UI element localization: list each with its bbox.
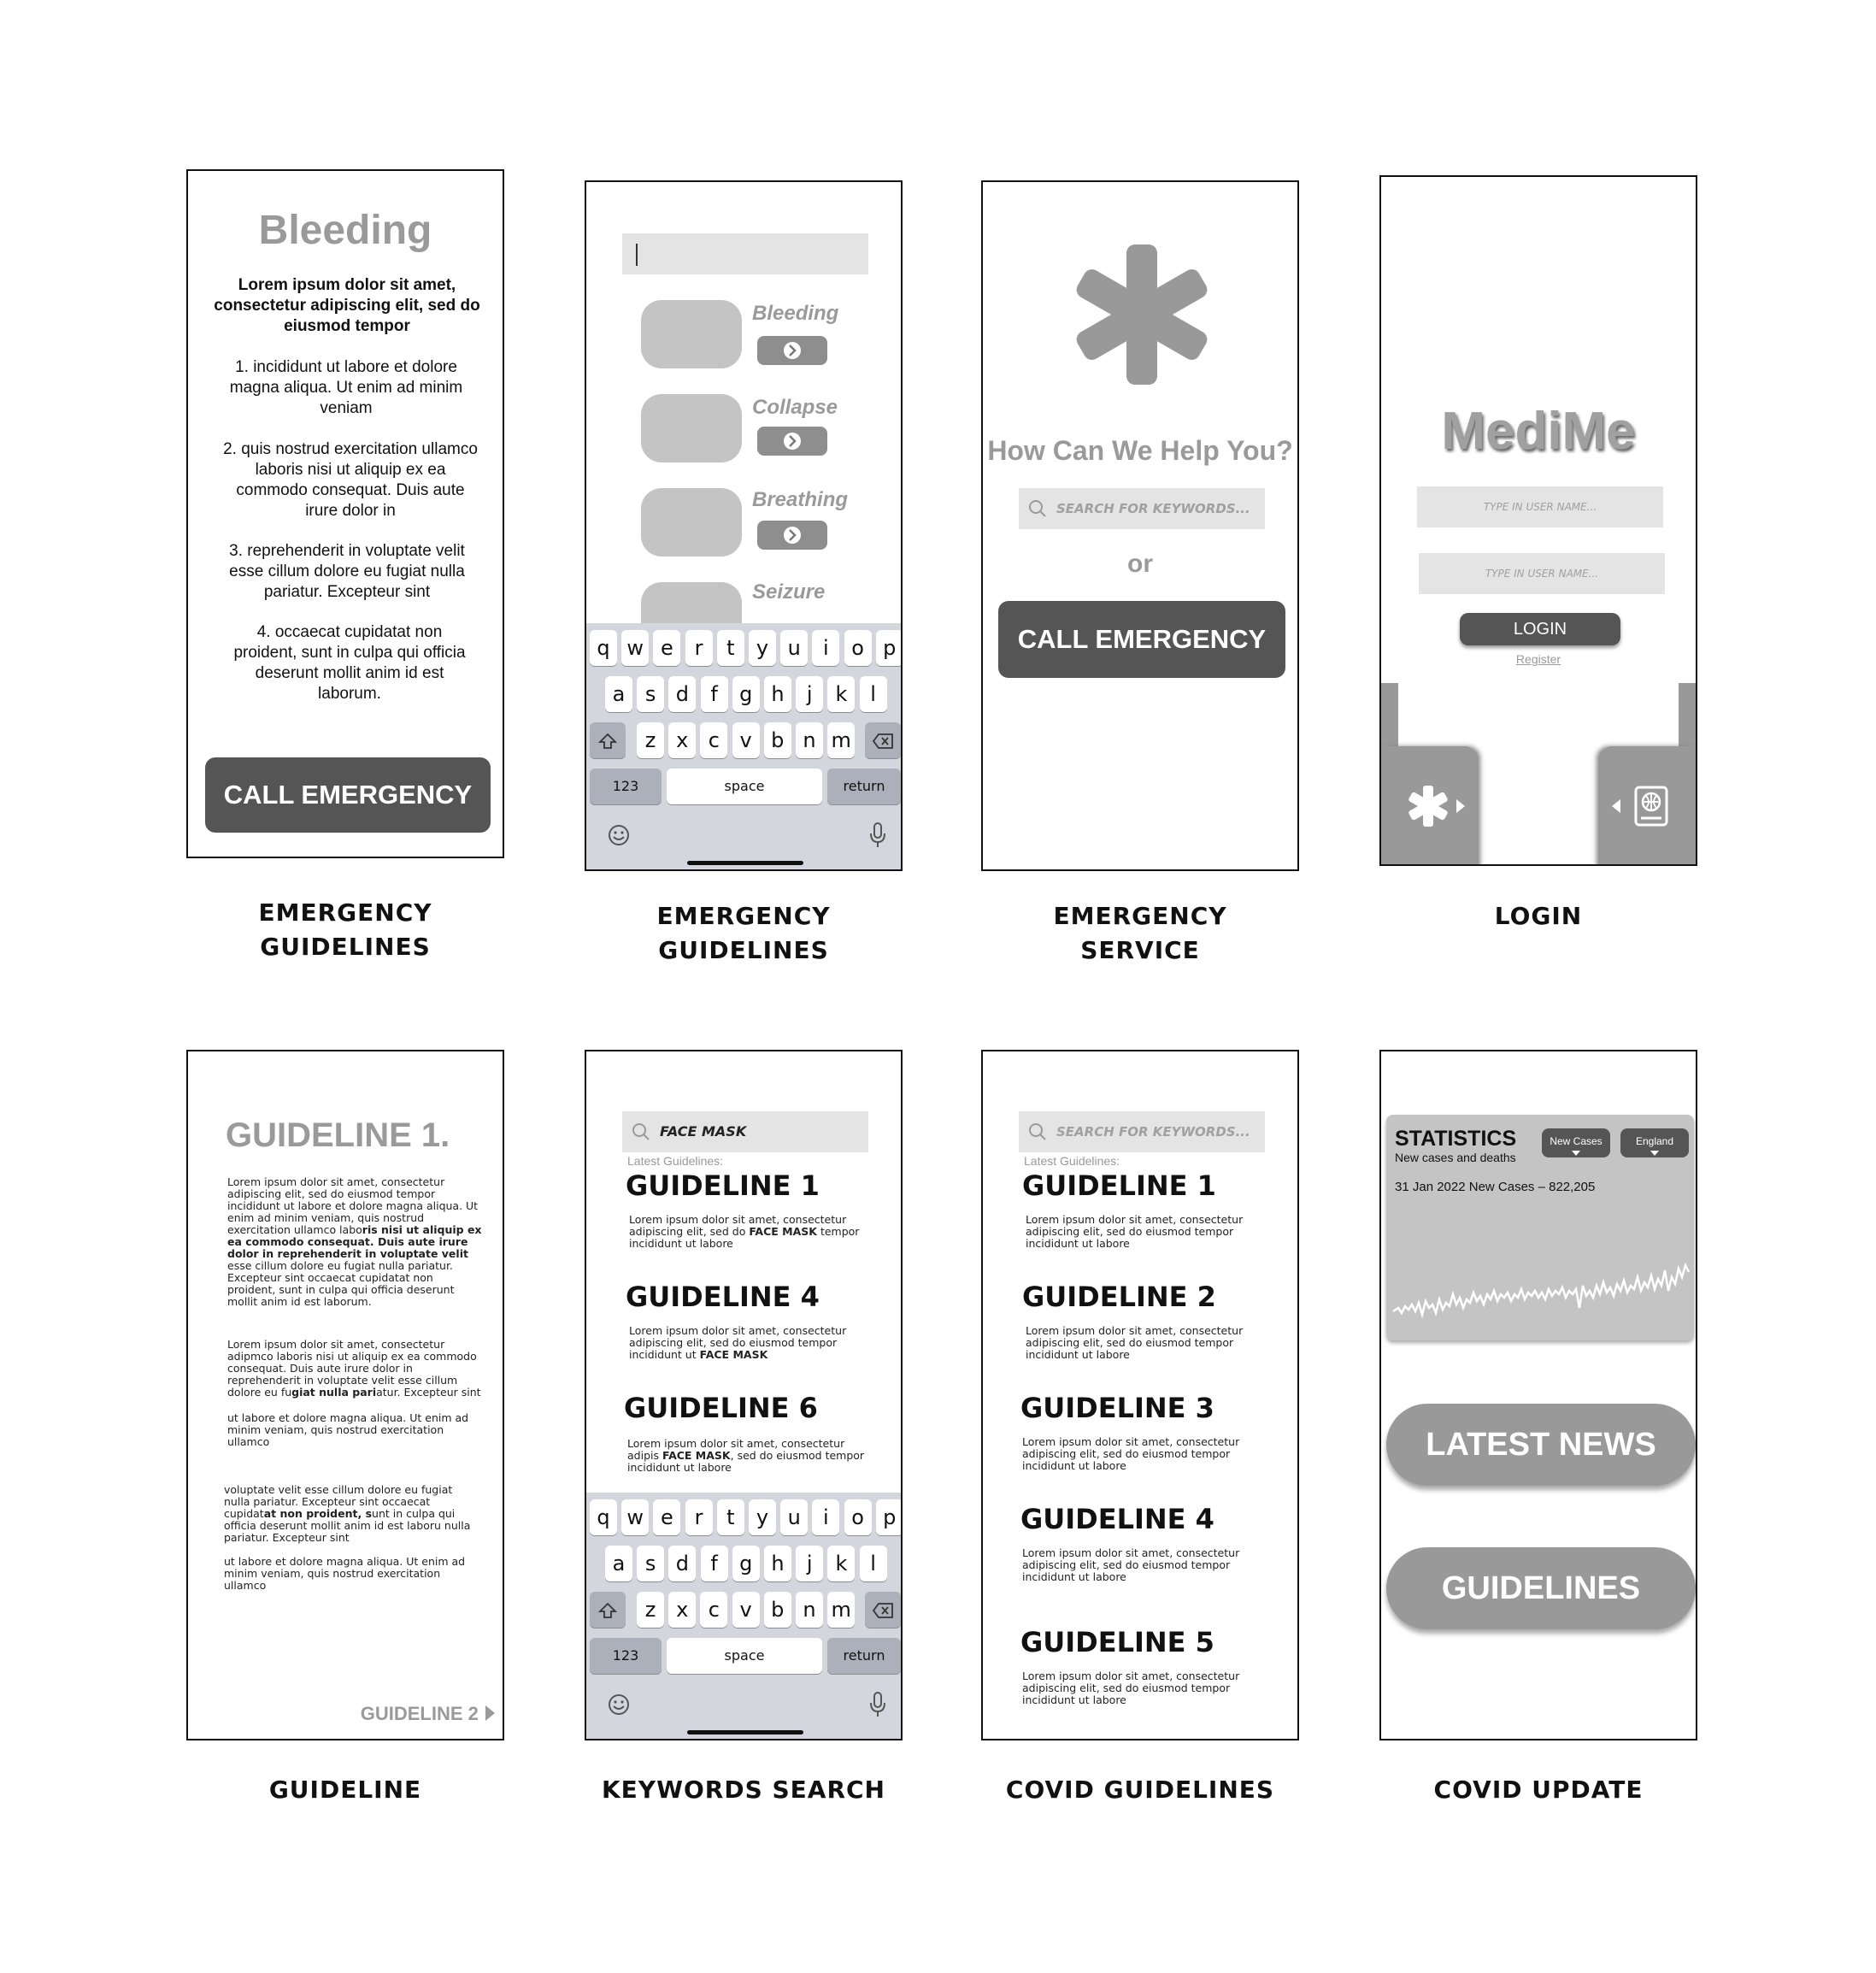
stats-title: STATISTICS [1395,1127,1517,1151]
page-title: GUIDELINE 1. [226,1116,450,1154]
search-placeholder: SEARCH FOR KEYWORDS... [1056,501,1250,516]
key-x[interactable]: x [668,1592,696,1628]
key-y[interactable]: y [749,1499,776,1535]
screen-guideline [186,1050,504,1740]
chevron-right-icon [484,1705,496,1722]
key-v[interactable]: v [732,1592,760,1628]
text-cursor [636,244,638,266]
screen-emergency-service [981,180,1299,871]
key-v[interactable]: v [732,722,760,758]
key-k[interactable]: k [827,1546,855,1581]
guidelines-button[interactable]: GUIDELINES [1386,1547,1696,1629]
item-thumbnail [641,394,742,462]
key-i[interactable]: i [812,1499,839,1535]
statistics-card [1386,1115,1694,1340]
search-input[interactable] [1019,488,1265,529]
return-key[interactable]: return [827,769,901,804]
guideline-title[interactable]: GUIDELINE 5 [1020,1626,1214,1658]
step-4: 4. occaecat cupidatat non proident, sunt in culpa qui officia deserunt mollit anim id est laborum. [233,623,466,703]
key-r[interactable]: r [685,1499,713,1535]
shift-icon [598,1601,617,1620]
search-value: FACE MASK [660,1123,747,1140]
paragraph-1: Lorem ipsum dolor sit amet, consectetur adipiscing elit, sed do eiusmod tempor incididunt ut labore et dolore magna aliqua. Ut enim ad minim veniam, quis nostrud exercitation ullamco laboris nisi ut aliquip ex ea commodo consequat. Duis aute irure dolor in reprehenderit in voluptate velit esse cillum dolore eu fugiat nulla pariatur. Excepteur sint occaecat cupidatat non proident, sunt in culpa qui officia deserunt mollit anim id est laborum. [227,1175,482,1308]
key-r[interactable]: r [685,630,713,666]
help-heading: How Can We Help You? [987,435,1293,466]
key-k[interactable]: k [827,676,855,712]
key-f[interactable]: f [701,676,728,712]
return-key[interactable]: return [827,1638,901,1674]
search-input[interactable] [1019,1111,1265,1152]
login-button[interactable]: LOGIN [1460,613,1620,645]
chevron-right-icon [757,336,827,365]
search-icon [631,1122,651,1142]
search-placeholder: SEARCH FOR KEYWORDS... [1056,1124,1250,1140]
key-n[interactable]: n [796,722,823,758]
stats-subtitle: New cases and deaths [1395,1151,1516,1164]
microphone-icon[interactable] [868,1691,887,1718]
shift-icon [598,732,617,751]
item-thumbnail [641,488,742,557]
key-p[interactable]: p [876,630,903,666]
microphone-icon[interactable] [868,822,887,849]
keyboard [586,623,901,871]
guideline-summary: Lorem ipsum dolor sit amet, consectetur adipiscing elit, sed do eiusmod tempor incididunt ut labore [1026,1213,1244,1250]
star-of-life-icon [1407,784,1450,828]
search-icon [1027,498,1048,519]
item-open-button[interactable] [757,521,827,550]
space-key[interactable]: space [667,1638,822,1674]
screen-guidelines-list [585,180,903,871]
register-link[interactable]: Register [1515,652,1561,666]
metric-dropdown[interactable]: New Cases [1542,1128,1610,1157]
caption-guideline: GUIDELINE [268,1776,422,1804]
app-logo: MediMe [1441,402,1636,461]
next-guideline-link[interactable]: GUIDELINE 2 [361,1703,496,1725]
chevron-right-icon [1455,798,1467,815]
list-item[interactable] [641,394,872,466]
language-tab[interactable] [1600,746,1696,866]
key-t[interactable]: t [717,630,744,666]
key-l[interactable]: l [860,1546,887,1581]
guideline-title[interactable]: GUIDELINE 2 [1022,1281,1216,1313]
key-w[interactable]: w [621,1499,649,1535]
region-dropdown[interactable]: England [1620,1128,1689,1157]
key-g[interactable]: g [732,1546,760,1581]
key-c[interactable]: c [700,1592,727,1628]
key-e[interactable]: e [653,1499,680,1535]
key-e[interactable]: e [653,630,680,666]
step-1: 1. incididunt ut labore et dolore magna aliqua. Ut enim ad minim veniam [229,358,463,417]
item-open-button[interactable] [757,427,827,456]
key-g[interactable]: g [732,676,760,712]
item-open-button[interactable] [757,336,827,365]
key-m[interactable]: m [827,722,855,758]
list-item[interactable] [641,486,872,558]
key-l[interactable]: l [860,676,887,712]
key-q[interactable]: q [590,1499,617,1535]
guideline-summary: Lorem ipsum dolor sit amet, consectetur adipiscing elit, sed do eiusmod tempor incididunt ut labore [1022,1435,1240,1472]
username-input[interactable] [1417,486,1663,527]
guideline-summary: Lorem ipsum dolor sit amet, consectetur adipiscing elit, sed do FACE MASK tempor incididunt ut labore [629,1213,860,1250]
guideline-summary: Lorem ipsum dolor sit amet, consectetur adipiscing elit, sed do eiusmod tempor incididunt ut labore [1022,1670,1240,1706]
keyboard [586,1493,901,1740]
key-u[interactable]: u [780,1499,808,1535]
caption-covid-guidelines: COVID GUIDELINES [1005,1776,1275,1804]
emergency-tab[interactable] [1381,746,1477,866]
latest-label: Latest Guidelines: [627,1154,724,1168]
paragraph-2: Lorem ipsum dolor sit amet, consectetur adipmco laboris nisi ut aliquip ex ea commodo consequat. Duis aute irure dolor in reprehenderit in voluptate velit esse cillum dolore eu fugiat nulla pariatur. Excepteur sint [227,1338,481,1399]
chevron-down-icon [1572,1151,1580,1156]
key-d[interactable]: d [668,676,696,712]
key-z[interactable]: z [637,722,664,758]
key-y[interactable]: y [749,630,776,666]
key-m[interactable]: m [827,1592,855,1628]
search-input[interactable] [622,233,868,274]
star-of-life-icon [1073,242,1210,387]
search-icon [1027,1122,1048,1142]
chevron-right-icon [757,427,827,456]
key-w[interactable]: w [621,630,649,666]
guideline-title[interactable]: GUIDELINE 3 [1020,1392,1214,1424]
guideline-summary: Lorem ipsum dolor sit amet, consectetur adipiscing elit, sed do eiusmod tempor incididunt ut FACE MASK [629,1324,847,1361]
latest-label: Latest Guidelines: [1024,1154,1120,1168]
key-f[interactable]: f [701,1546,728,1581]
key-q[interactable]: q [590,630,617,666]
guideline-summary: Lorem ipsum dolor sit amet, consectetur adipis FACE MASK, sed do eiusmod tempor incididunt ut labore [627,1437,865,1474]
key-j[interactable]: j [796,676,823,712]
key-x[interactable]: x [668,722,696,758]
key-d[interactable]: d [668,1546,696,1581]
guideline-summary: Lorem ipsum dolor sit amet, consectetur adipiscing elit, sed do eiusmod tempor incididunt ut labore [1026,1324,1244,1361]
chevron-right-icon [757,521,827,550]
emoji-icon[interactable] [607,823,631,847]
cases-sparkline [1391,1252,1691,1328]
search-input[interactable] [622,1111,868,1152]
item-title: Breathing [752,488,849,511]
guideline-summary: Lorem ipsum dolor sit amet, consectetur adipiscing elit, sed do eiusmod tempor incididunt ut labore [1022,1546,1240,1583]
item-title: Bleeding [752,302,839,325]
item-thumbnail [641,300,742,368]
caption-covid-update: COVID UPDATE [1433,1776,1644,1804]
or-label: or [1127,550,1153,578]
step-2: 2. quis nostrud exercitation ullamco laboris nisi ut aliquip ex ea commodo consequat. Duis aute irure dolor in [223,440,478,520]
numbers-key[interactable]: 123 [590,769,662,804]
home-indicator[interactable] [687,861,803,865]
password-placeholder: TYPE IN USER NAME... [1485,568,1599,580]
paragraph-5: ut labore et dolore magna aliqua. Ut enim ad minim veniam, quis nostrud exercitation ullamco [224,1555,466,1592]
screen-login [1379,175,1697,866]
key-h[interactable]: h [764,1546,791,1581]
username-placeholder: TYPE IN USER NAME... [1483,501,1597,513]
call-emergency-button[interactable]: CALL EMERGENCY [205,757,491,833]
backspace-icon [872,733,894,750]
key-o[interactable]: o [844,1499,872,1535]
screen-covid-guidelines [981,1050,1299,1740]
item-title: Seizure [752,580,826,604]
key-n[interactable]: n [796,1592,823,1628]
intro-text: Lorem ipsum dolor sit amet, consectetur adipiscing elit, sed do eiusmod tempor [214,276,480,335]
latest-news-button[interactable]: LATEST NEWS [1386,1404,1696,1486]
call-emergency-button[interactable]: CALL EMERGENCY [998,601,1285,678]
caption-emergency-guidelines-1: EMERGENCY GUIDELINES [258,898,432,961]
chevron-down-icon [1650,1151,1659,1156]
guideline-title[interactable]: GUIDELINE 4 [626,1281,820,1313]
backspace-key[interactable] [865,722,901,758]
backspace-icon [872,1602,894,1619]
key-a[interactable]: a [605,1546,632,1581]
paragraph-3: ut labore et dolore magna aliqua. Ut enim ad minim veniam, quis nostrud exercitation ullamco [227,1411,469,1448]
guideline-title[interactable]: GUIDELINE 4 [1020,1503,1214,1535]
key-a[interactable]: a [605,676,632,712]
globe-icon [1634,786,1668,827]
key-b[interactable]: b [764,1592,791,1628]
screen-bleeding [186,169,504,858]
stat-line: 31 Jan 2022 New Cases – 822,205 [1395,1180,1596,1194]
guideline-title[interactable]: GUIDELINE 1 [1022,1169,1216,1202]
screen-keywords-search [585,1050,903,1740]
space-key[interactable]: space [667,769,822,804]
key-p[interactable]: p [876,1499,903,1535]
backspace-key[interactable] [865,1592,901,1628]
key-o[interactable]: o [844,630,872,666]
key-s[interactable]: s [637,1546,664,1581]
key-s[interactable]: s [637,676,664,712]
item-title: Collapse [752,396,838,419]
step-3: 3. reprehenderit in voluptate velit esse cillum dolore eu fugiat nulla pariatur. Excepteur sint [229,542,465,601]
chevron-left-icon [1610,798,1622,815]
caption-keywords-search: KEYWORDS SEARCH [601,1776,885,1804]
guideline-title[interactable]: GUIDELINE 1 [626,1169,820,1202]
list-item[interactable] [641,300,872,372]
caption-login: LOGIN [1494,902,1583,930]
home-indicator[interactable] [687,1730,803,1734]
paragraph-4: voluptate velit esse cillum dolore eu fugiat nulla pariatur. Excepteur sint occaecat cupidatat non proident, sunt in culpa qui officia deserunt mollit anim id est laboru nulla pariatur. Excepteur sint [224,1483,471,1544]
page-title: Bleeding [258,208,432,253]
shift-key[interactable] [590,1592,626,1628]
numbers-key[interactable]: 123 [590,1638,662,1674]
key-j[interactable]: j [796,1546,823,1581]
key-c[interactable]: c [700,722,727,758]
key-i[interactable]: i [812,630,839,666]
screen-covid-update [1379,1050,1697,1740]
key-u[interactable]: u [780,630,808,666]
key-b[interactable]: b [764,722,791,758]
guideline-title[interactable]: GUIDELINE 6 [624,1392,818,1424]
key-t[interactable]: t [717,1499,744,1535]
key-z[interactable]: z [637,1592,664,1628]
shift-key[interactable] [590,722,626,758]
caption-emergency-guidelines-2: EMERGENCY GUIDELINES [656,902,831,964]
password-input[interactable] [1419,553,1665,594]
key-h[interactable]: h [764,676,791,712]
caption-emergency-service: EMERGENCY SERVICE [1053,902,1227,964]
emoji-icon[interactable] [607,1693,631,1717]
